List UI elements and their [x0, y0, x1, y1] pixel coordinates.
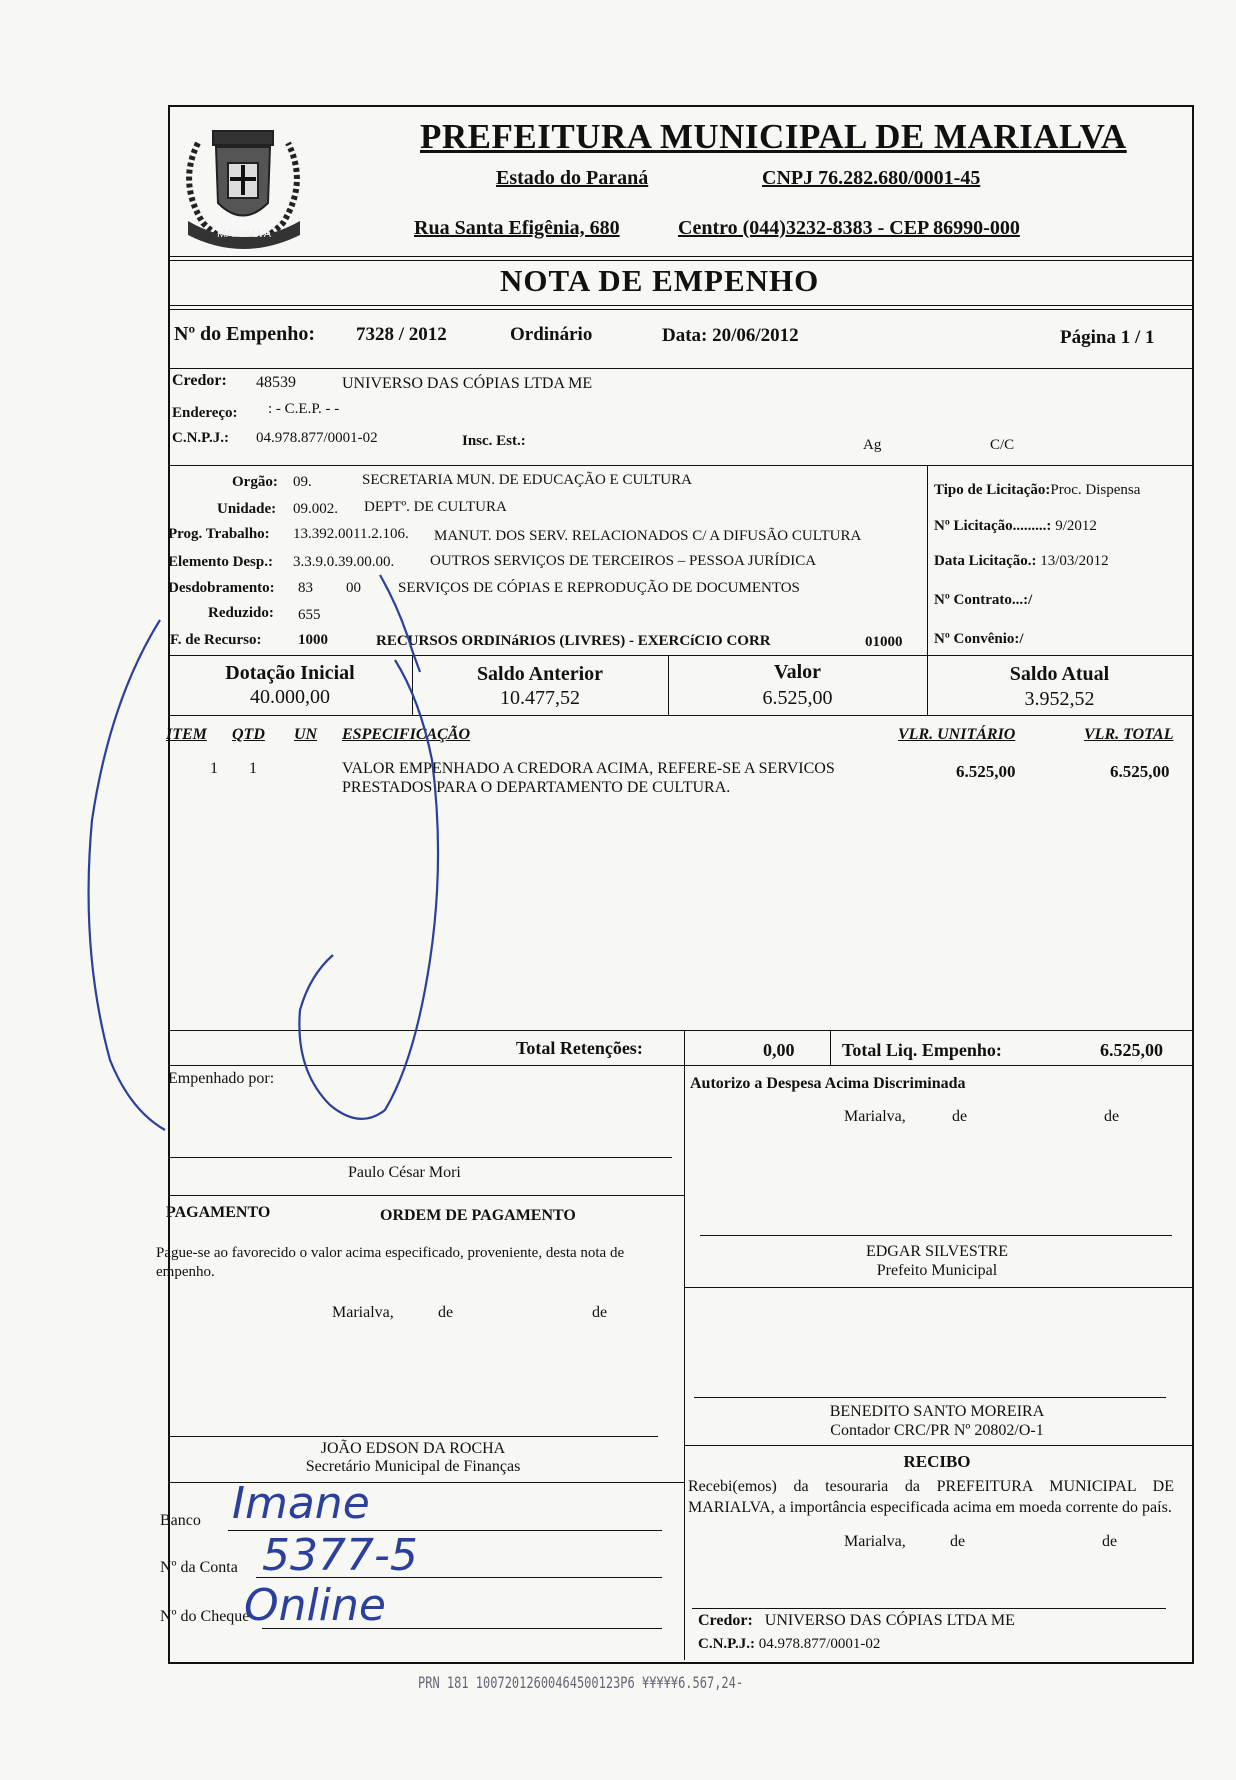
page-number: Página 1 / 1: [1060, 327, 1155, 348]
recibo-cnpj-label: C.N.P.J.:: [698, 1636, 755, 1652]
credor-name: UNIVERSO DAS CÓPIAS LTDA ME: [342, 375, 593, 392]
recibo-text: Recebi(emos) da tesouraria da PREFEITURA MUNICIPAL DE MARIALVA, a importância especificada acima em moeda corrente do país.: [688, 1478, 1174, 1516]
secretario-name: JOÃO EDSON DA ROCHA: [320, 1440, 506, 1457]
document-title: NOTA DE EMPENHO: [500, 263, 820, 298]
fonte-recurso-sub: 01000: [865, 634, 903, 650]
row-item: 1: [210, 760, 218, 777]
data-licitacao-label-text: Data Licitação.:: [934, 553, 1037, 569]
row-vlr-total: 6.525,00: [1110, 762, 1170, 781]
empenhado-por-label: Empenhado por:: [168, 1070, 275, 1087]
prog-trabalho-name: MANUT. DOS SERV. RELACIONADOS C/ A DIFUSÃO CULTURA: [434, 528, 862, 544]
autorizo-city: Marialva,: [844, 1108, 906, 1125]
recibo-credor-value: UNIVERSO DAS CÓPIAS LTDA ME: [764, 1612, 1015, 1629]
reduzido-label: Reduzido:: [208, 605, 274, 621]
fonte-recurso-name: RECURSOS ORDINáRIOS (LIVRES) - EXERCíCIO CORR: [376, 633, 771, 649]
conta-corrente-label: C/C: [990, 437, 1015, 453]
header-state: Estado do Paraná: [496, 167, 649, 189]
insc-est-label: Insc. Est.:: [462, 433, 526, 449]
col-header-vlr-total: VLR. TOTAL: [1084, 726, 1174, 743]
endereco-label: Endereço:: [172, 405, 238, 421]
tipo-licitacao-value: Proc. Dispensa: [1050, 482, 1141, 498]
orgao-code: 09.: [293, 474, 312, 490]
total-liq-empenho-label: Total Liq. Empenho:: [842, 1040, 1002, 1060]
col-header-vlr-unitario: VLR. UNITÁRIO: [898, 726, 1016, 743]
crest-banner-text: MARIALVA: [217, 228, 271, 240]
saldo-anterior-label: Saldo Anterior: [476, 663, 604, 685]
saldo-anterior-value: 10.477,52: [500, 687, 580, 709]
conta-handwritten: 5377-5: [262, 1530, 418, 1581]
header-title: PREFEITURA MUNICIPAL DE MARIALVA: [420, 117, 1127, 156]
autorizo-label: Autorizo a Despesa Acima Discriminada: [690, 1075, 966, 1092]
dotacao-inicial-value: 40.000,00: [250, 686, 330, 708]
desdobramento-sub: 00: [346, 580, 361, 596]
prefeito-title: Prefeito Municipal: [876, 1262, 998, 1279]
header-street: Rua Santa Efigênia, 680: [414, 217, 620, 239]
orgao-label: Orgão:: [232, 474, 278, 490]
empenho-number: 7328 / 2012: [356, 324, 447, 345]
total-liq-empenho-value: 6.525,00: [1100, 1040, 1163, 1060]
valor-value: 6.525,00: [762, 687, 833, 709]
row-spec-line1: VALOR EMPENHADO A CREDORA ACIMA, REFERE-SE A SERVICOS: [342, 760, 835, 777]
col-header-especificacao: ESPECIFICAÇÃO: [342, 726, 471, 743]
autorizo-de1: de: [952, 1108, 968, 1125]
elemento-desp-code: 3.3.9.0.39.00.00.: [293, 554, 395, 570]
num-contrato-label: Nº Contrato...:/: [934, 592, 1033, 608]
recibo-de2: de: [1102, 1533, 1118, 1550]
orgao-name: SECRETARIA MUN. DE EDUCAÇÃO E CULTURA: [362, 472, 692, 488]
num-licitacao-label-text: Nº Licitação.........:: [934, 518, 1052, 534]
recibo-de1: de: [950, 1533, 966, 1550]
contador-title: Contador CRC/PR Nº 20802/O-1: [830, 1422, 1044, 1439]
pagamento-de2: de: [592, 1304, 608, 1321]
pagamento-label: PAGAMENTO: [166, 1204, 271, 1221]
row-spec-line2: PRESTADOS PARA O DEPARTAMENTO DE CULTURA.: [342, 779, 731, 796]
unidade-code: 09.002.: [293, 501, 338, 517]
pagamento-text: Pague-se ao favorecido o valor acima especificado, proveniente, desta nota de empenho.: [156, 1245, 625, 1280]
elemento-desp-label: Elemento Desp.:: [168, 554, 273, 570]
empenho-date: Data: 20/06/2012: [662, 325, 799, 346]
endereco-value: : - C.E.P. - -: [268, 401, 340, 417]
col-header-item: ITEM: [166, 726, 207, 743]
tipo-licitacao-label-text: Tipo de Licitação:: [934, 482, 1051, 498]
credor-cnpj-label: C.N.P.J.:: [172, 430, 229, 446]
prog-trabalho-label: Prog. Trabalho:: [168, 526, 270, 542]
total-retencoes-value: 0,00: [763, 1040, 795, 1060]
dotacao-inicial-label: Dotação Inicial: [225, 662, 355, 684]
elemento-desp-name: OUTROS SERVIÇOS DE TERCEIROS – PESSOA JURÍDICA: [430, 553, 817, 569]
data-licitacao-value: 13/03/2012: [1040, 553, 1109, 569]
col-header-qtd: QTD: [232, 726, 265, 743]
footer-print-stamp: PRN 181 10072012600464500123P6 ¥¥¥¥¥6.567,24-: [418, 1673, 744, 1693]
autorizo-de2: de: [1104, 1108, 1120, 1125]
row-qtd: 1: [249, 760, 257, 777]
recibo-label: RECIBO: [903, 1452, 971, 1471]
header-center-phone-cep: Centro (044)3232-8383 - CEP 86990-000: [678, 217, 1020, 239]
num-convenio-label: Nº Convênio:/: [934, 631, 1024, 647]
fonte-recurso-code: 1000: [298, 632, 328, 648]
header-cnpj: CNPJ 76.282.680/0001-45: [762, 167, 981, 189]
valor-label: Valor: [773, 661, 822, 683]
cheque-label: Nº do Cheque: [160, 1608, 250, 1625]
agencia-label: Ag: [863, 437, 882, 453]
prefeito-name: EDGAR SILVESTRE: [865, 1243, 1009, 1260]
empenhado-por-name: Paulo César Mori: [348, 1164, 461, 1181]
credor-label: Credor:: [172, 372, 227, 389]
recibo-credor-label: Credor:: [698, 1612, 753, 1629]
prog-trabalho-code: 13.392.0011.2.106.: [293, 526, 409, 542]
desdobramento-name: SERVIÇOS DE CÓPIAS E REPRODUÇÃO DE DOCUMENTOS: [398, 580, 800, 596]
secretario-title: Secretário Municipal de Finanças: [305, 1458, 521, 1475]
num-licitacao-value: 9/2012: [1055, 518, 1097, 534]
pagamento-de1: de: [438, 1304, 454, 1321]
cheque-handwritten: Online: [244, 1580, 386, 1631]
credor-code: 48539: [256, 374, 296, 391]
conta-label: Nº da Conta: [160, 1559, 238, 1576]
desdobramento-label: Desdobramento:: [168, 580, 275, 596]
desdobramento-code: 83: [298, 580, 313, 596]
recibo-city: Marialva,: [844, 1533, 906, 1550]
fonte-recurso-label: F. de Recurso:: [170, 632, 262, 648]
empenho-number-label: Nº do Empenho:: [174, 323, 316, 345]
recibo-cnpj-value: 04.978.877/0001-02: [758, 1636, 881, 1652]
col-header-un: UN: [294, 726, 318, 743]
banco-handwritten: Imane: [232, 1478, 370, 1529]
saldo-atual-label: Saldo Atual: [1009, 663, 1110, 685]
saldo-atual-value: 3.952,52: [1024, 688, 1095, 710]
banco-label: Banco: [160, 1512, 201, 1529]
total-retencoes-label: Total Retenções:: [516, 1038, 643, 1058]
empenho-type: Ordinário: [510, 324, 593, 345]
reduzido-value: 655: [298, 607, 321, 623]
credor-cnpj-value: 04.978.877/0001-02: [256, 430, 378, 446]
unidade-label: Unidade:: [217, 501, 277, 517]
unidade-name: DEPTº. DE CULTURA: [364, 499, 507, 515]
ordem-pagamento-label: ORDEM DE PAGAMENTO: [380, 1207, 576, 1224]
contador-name: BENEDITO SANTO MOREIRA: [829, 1403, 1045, 1420]
pagamento-city: Marialva,: [332, 1304, 394, 1321]
row-vlr-unitario: 6.525,00: [956, 762, 1016, 781]
